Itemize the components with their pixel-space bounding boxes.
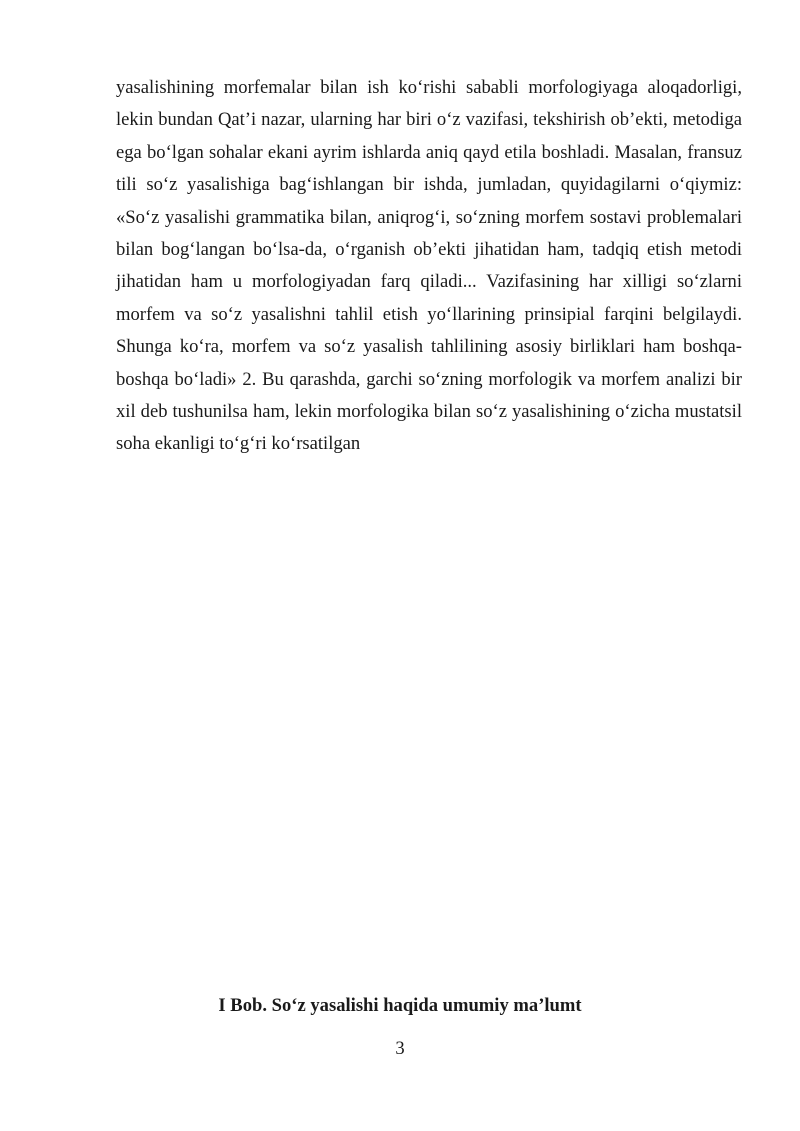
chapter-heading: I Bob. So‘z yasalishi haqida umumiy ma’lumt [218, 995, 582, 1016]
body-paragraph: yasalishining morfemalar bilan ish ko‘rishi sababli morfologiyaga aloqadorligi, lekin bundan Qat’i nazar, ularning har biri o‘z vazifasi, tekshirish ob’ekti, metodiga ega bo‘lgan sohalar ekani ayrim ishlarda aniq qayd etila boshladi. Masalan, fransuz tili so‘z yasalishiga bag‘ishlangan bir ishda, jumladan, quyidagilarni o‘qiymiz: «So‘z yasalishi grammatika bilan, aniqrog‘i, so‘zning morfem sostavi problemalari bilan bog‘langan bo‘lsa-da, o‘rganish ob’ekti jihatidan ham, tadqiq etish metodi jihatidan ham u morfologiyadan farq qiladi... Vazifasining har xilligi so‘zlarni morfem va so‘z yasalishni tahlil etish yo‘llarining prinsipial farqini belgilaydi. Shunga ko‘ra, morfem va so‘z yasalish tahlilining asosiy birliklari ham boshqa-boshqa bo‘ladi» 2. Bu qarashda, garchi so‘zning morfologik va morfem analizi bir xil deb tushunilsa ham, lekin morfologika bilan so‘z yasalishining o‘zicha mustatsil soha ekanligi to‘g‘ri ko‘rsatilgan [116, 77, 742, 455]
page-number: 3 [395, 1038, 405, 1059]
